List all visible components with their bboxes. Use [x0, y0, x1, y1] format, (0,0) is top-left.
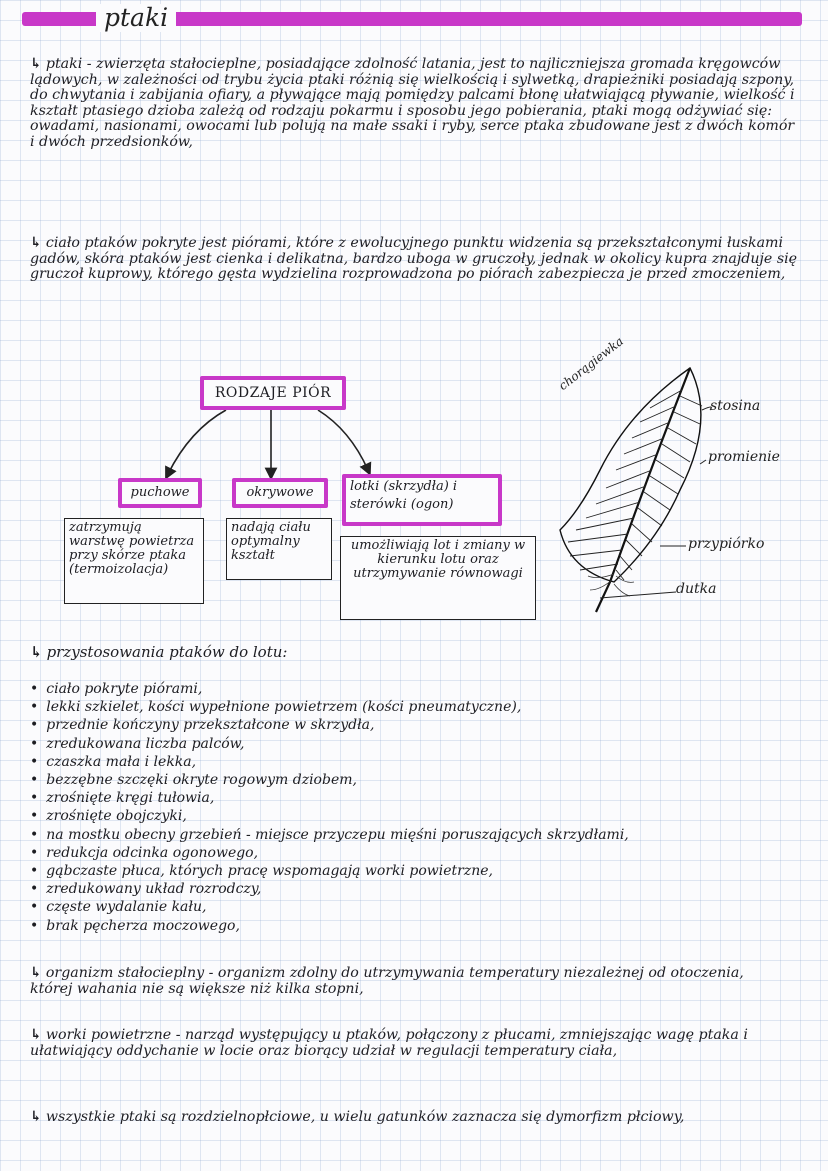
list-item: • redukcja odcinka ogonowego, [30, 844, 810, 862]
paragraph-stalocieplny-text: organizm stałocieplny - organizm zdolny do utrzymywania temperatury niezależnej od otoczenia, której wahania nie są większe niż kilka stopni, [30, 965, 744, 997]
arrow-icon: ↳ [30, 965, 42, 981]
list-item: • brak pęcherza moczowego, [30, 917, 810, 935]
list-item: • na mostku obecny grzebień - miejsce przyczepu mięśni poruszających skrzydłami, [30, 826, 810, 844]
desc-puchowe: zatrzymują warstwę powietrza przy skórze ptaka (termoizolacja) [64, 518, 204, 604]
category-okrywowe: okrywowe [232, 478, 328, 508]
category-lotki: lotki (skrzydła) i sterówki (ogon) [342, 474, 502, 526]
list-item: • zrośnięte kręgi tułowia, [30, 789, 810, 807]
list-item: • częste wydalanie kału, [30, 898, 810, 916]
paragraph-stalocieplny [30, 966, 790, 997]
paragraph-feathers-text: ciało ptaków pokryte jest piórami, które z ewolucyjnego punktu widzenia są przekształconymi łuskami gadów, skóra ptaków jest cienka i delikatna, bardzo uboga w gruczoły, jednak w okolicy kupra znajduje się gruczoł kuprowy, którego gęsta wydzielina rozprowadzona po piórach zabezpiecza je przed zmoczeniem, [30, 235, 798, 283]
arrow-to-lotki [318, 410, 368, 470]
label-dutka: dutka [676, 581, 717, 597]
diagram-root-box: RODZAJE PIÓR [200, 376, 346, 410]
list-item: • lekki szkielet, kości wypełnione powietrzem (kości pneumatyczne), [30, 698, 810, 716]
list-item: • gąbczaste płuca, których pracę wspomagają worki powietrzne, [30, 862, 810, 880]
adaptations-heading-text: przystosowania ptaków do lotu: [46, 643, 288, 661]
category-puchowe: puchowe [118, 478, 202, 508]
desc-okrywowe: nadają ciału optymalny kształt [226, 518, 332, 580]
paragraph-worki-text: worki powietrzne - narząd występujący u ptaków, połączony z płucami, zmniejszając wagę ptaka i ułatwiający oddychanie w locie oraz biorący udział w regulacji temperatury ciała, [30, 1027, 748, 1059]
list-item: • ciało pokryte piórami, [30, 680, 810, 698]
list-item: • zredukowany układ rozrodczy, [30, 880, 810, 898]
paragraph-worki [30, 1028, 800, 1059]
label-przypiorko: przypiórko [688, 536, 765, 552]
arrow-icon: ↳ [30, 56, 42, 72]
desc-lotki: umożliwiają lot i zmiany w kierunku lotu oraz utrzymywanie równowagi [340, 536, 536, 620]
list-item: • przednie kończyny przekształcone w skrzydła, [30, 716, 810, 734]
list-item: • czaszka mała i lekka, [30, 753, 810, 771]
list-item: • zredukowana liczba palców, [30, 735, 810, 753]
arrow-to-puchowe [168, 410, 226, 474]
list-item: • bezzębne szczęki okryte rogowym dziobem, [30, 771, 810, 789]
arrow-icon: ↳ [30, 235, 42, 251]
adaptations-heading [30, 643, 287, 661]
arrow-icon: ↳ [30, 1027, 42, 1043]
feather-pointer-lines [600, 407, 711, 598]
arrow-icon: ↳ [30, 1109, 42, 1125]
arrow-icon: ↳ [30, 643, 43, 661]
list-item: • zrośnięte obojczyki, [30, 807, 810, 825]
paragraph-plec-text: wszystkie ptaki są rozdzielnopłciowe, u wielu gatunków zaznacza się dymorfizm płciowy, [45, 1109, 685, 1125]
label-choragiewka: chorągiewka [556, 334, 626, 394]
label-promienie: promienie [708, 449, 780, 465]
adaptations-list [30, 680, 810, 935]
paragraph-intro-text: ptaki - zwierzęta stałocieplne, posiadające zdolność latania, jest to najliczniejsza gromada kręgowców lądowych, w zależności od trybu życia ptaki różnią się wielkością i sylwetką, drapieżniki posiadają szpony, do chwytania i zabijania ofiary, a pływające mają pomiędzy palcami błonę ułatwiającą pływanie, wielkość i kształt ptasiego dzioba zależą od rodzaju pokarmu i sposobu jego pobierania, ptaki mogą odżywiać się: owadami, nasionami, owocami lub polują na małe ssaki i ryby, serce ptaka zbudowane jest z dwóch komór i dwóch przedsionków, [30, 56, 795, 150]
page-title: ptaki [96, 4, 176, 32]
label-stosina: stosina [710, 398, 761, 414]
paragraph-plec [30, 1110, 800, 1126]
